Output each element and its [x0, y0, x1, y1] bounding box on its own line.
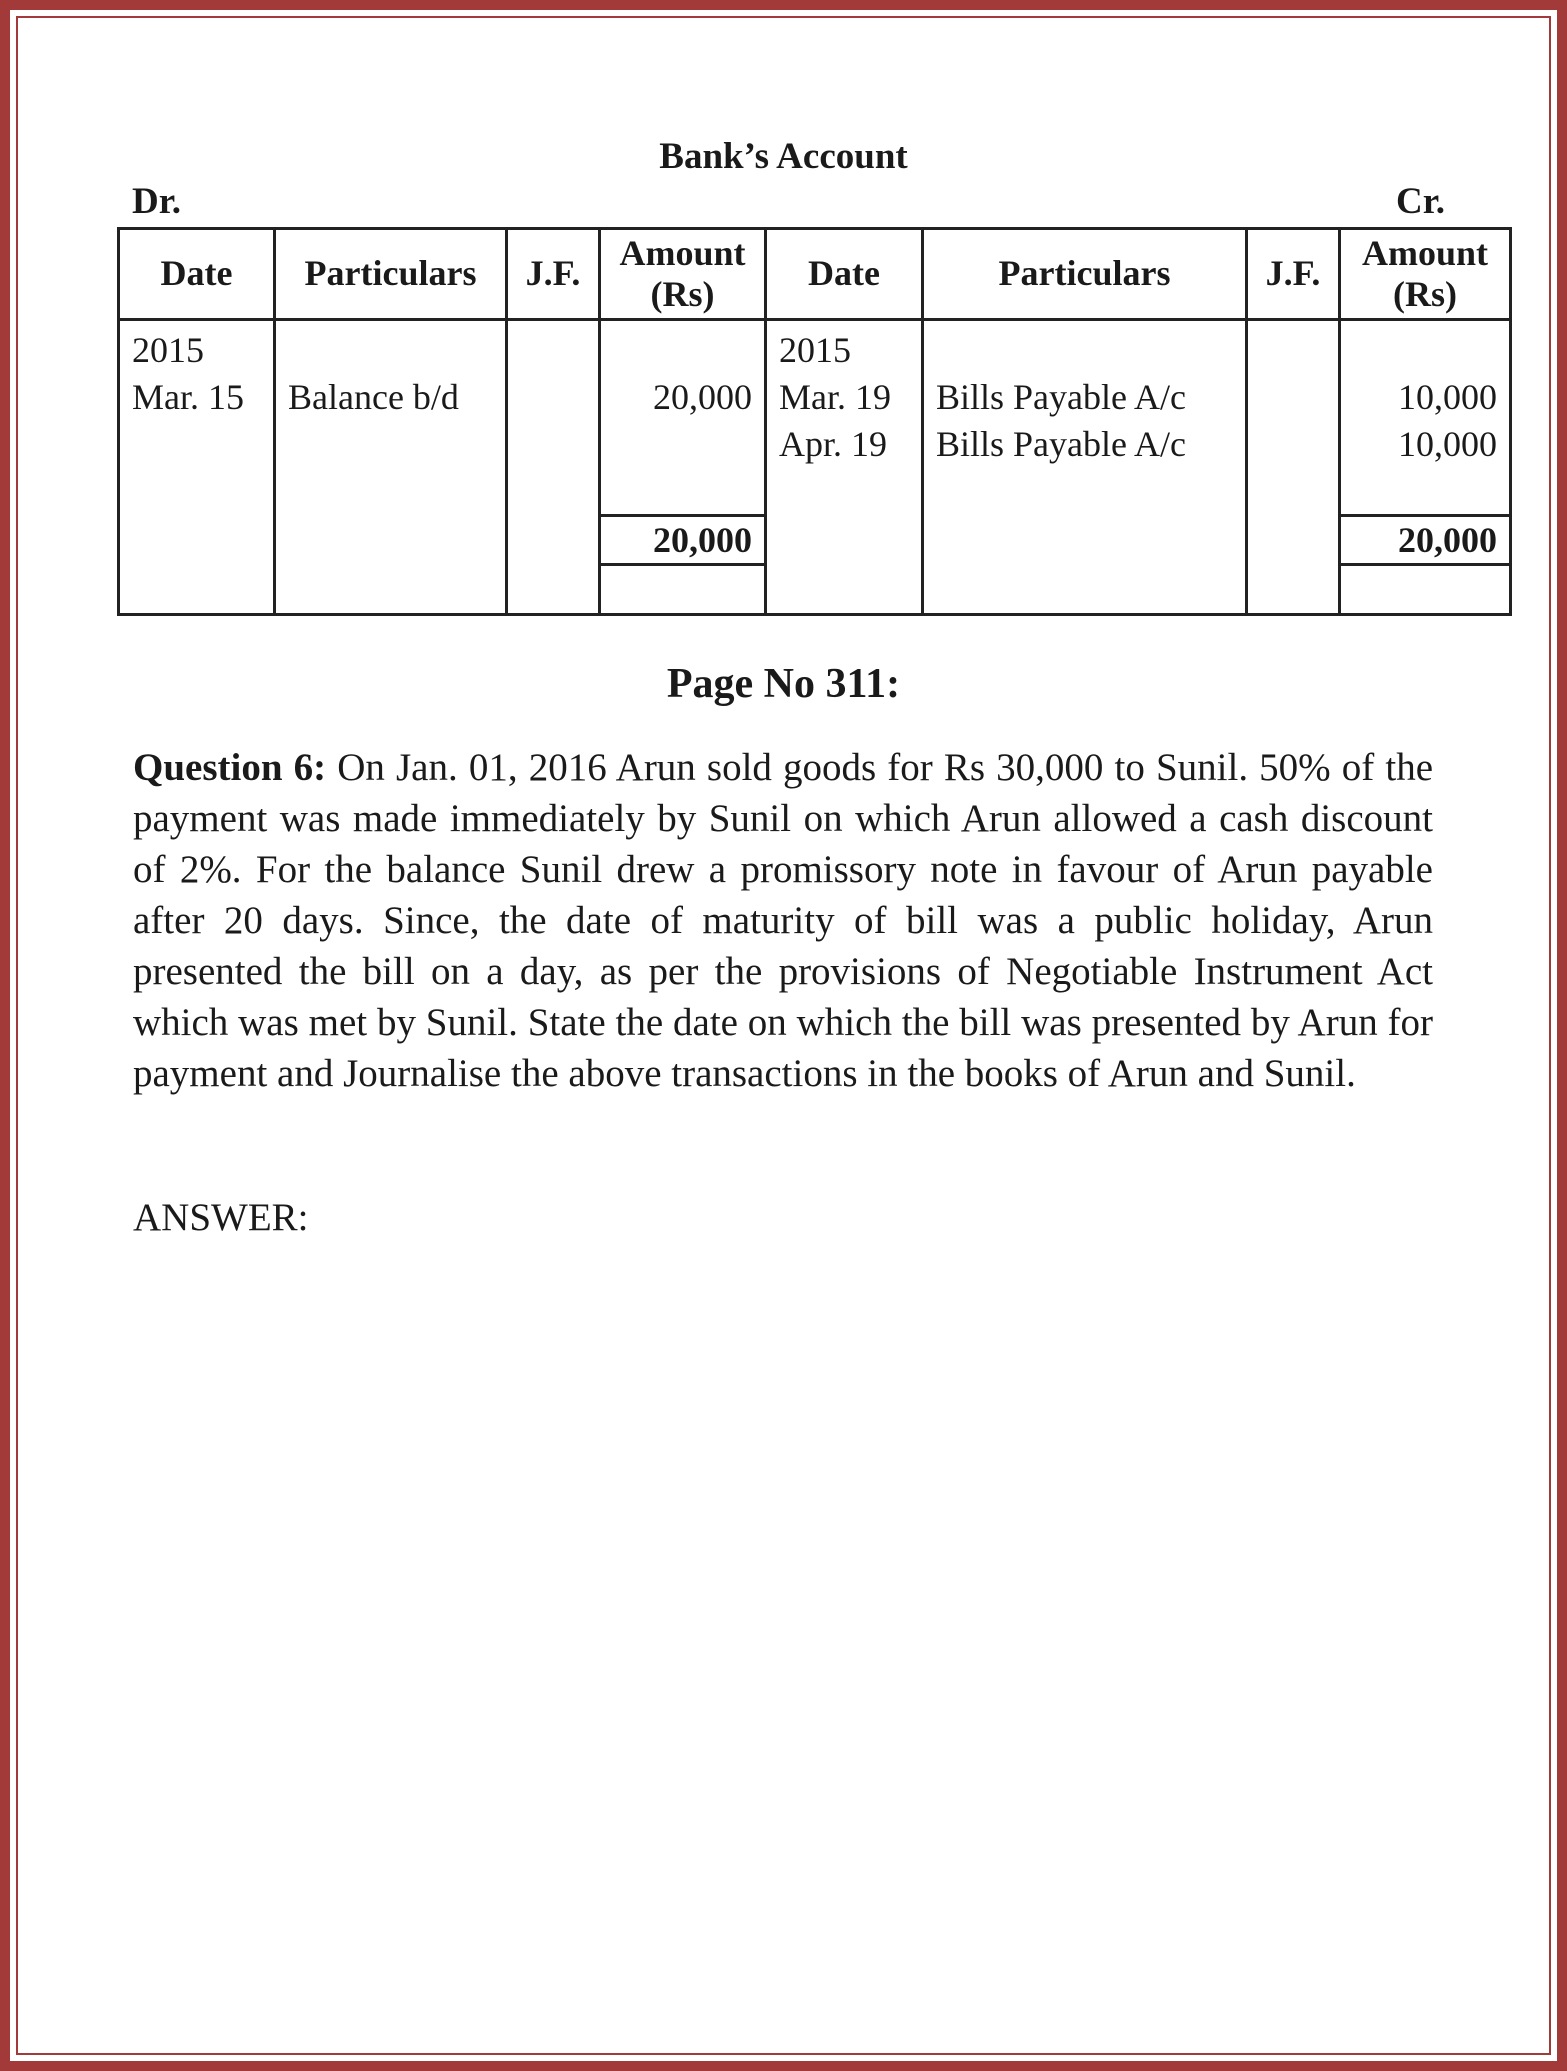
question-text: On Jan. 01, 2016 Arun sold goods for Rs 30,000 to Sunil. 50% of the payment was made immediately by Sunil on which Arun allowed a cash discount of 2%. For the balance Sunil drew a promissory note in favour of Arun payable after 20 days. Since, the date of maturity of bill was a public holiday, Arun presented the bill on a day, as per the provisions of Negotiable Instrument Act which was met by Sunil. State the date on which the bill was presented by Arun for payment and Journalise the above transactions in the books of Arun and Sunil. [133, 746, 1434, 1095]
dr-year: 2015 [132, 330, 204, 370]
dr-particulars-cell [275, 320, 507, 615]
dr-amount-cell [600, 320, 766, 615]
header-cr-date: Date [766, 229, 923, 320]
dr-entry-amount: 20,000 [653, 377, 752, 417]
answer-label: ANSWER: [133, 1196, 309, 1239]
dr-jf-cell [507, 320, 600, 615]
dr-entry-particulars: Balance b/d [288, 377, 459, 417]
ledger-header-row [119, 229, 1511, 320]
cr-year: 2015 [779, 330, 851, 370]
bank-ledger-table [117, 227, 1512, 616]
ledger-body-row [119, 320, 1511, 615]
credit-label: Cr. [1396, 181, 1445, 222]
header-cr-jf: J.F. [1247, 229, 1340, 320]
page-number-heading: Page No 311: [666, 661, 901, 707]
header-cr-amount: Amount (Rs) [1340, 229, 1511, 320]
header-cr-particulars: Particulars [923, 229, 1247, 320]
header-dr-particulars: Particulars [275, 229, 507, 320]
cr-entry-particulars-1: Bills Payable A/c [936, 377, 1186, 417]
question-paragraph [133, 742, 1433, 1099]
cr-date-cell [766, 320, 923, 615]
cr-entry-amount-1: 10,000 [1398, 377, 1497, 417]
header-dr-amount: Amount (Rs) [600, 229, 766, 320]
account-title: Bank’s Account [659, 136, 908, 177]
cr-entry-date-1: Mar. 19 [779, 377, 891, 417]
cr-particulars-cell [923, 320, 1247, 615]
debit-label: Dr. [132, 181, 181, 222]
header-dr-jf: J.F. [507, 229, 600, 320]
dr-date-cell [119, 320, 275, 615]
cr-entry-date-2: Apr. 19 [779, 424, 887, 464]
cr-total: 20,000 [1341, 514, 1509, 566]
cr-jf-cell [1247, 320, 1340, 615]
dr-total: 20,000 [601, 514, 764, 566]
dr-entry-date: Mar. 15 [132, 377, 244, 417]
cr-entry-particulars-2: Bills Payable A/c [936, 424, 1186, 464]
cr-entry-amount-2: 10,000 [1398, 424, 1497, 464]
header-dr-date: Date [119, 229, 275, 320]
cr-amount-cell [1340, 320, 1511, 615]
question-label: Question 6: [133, 746, 327, 789]
